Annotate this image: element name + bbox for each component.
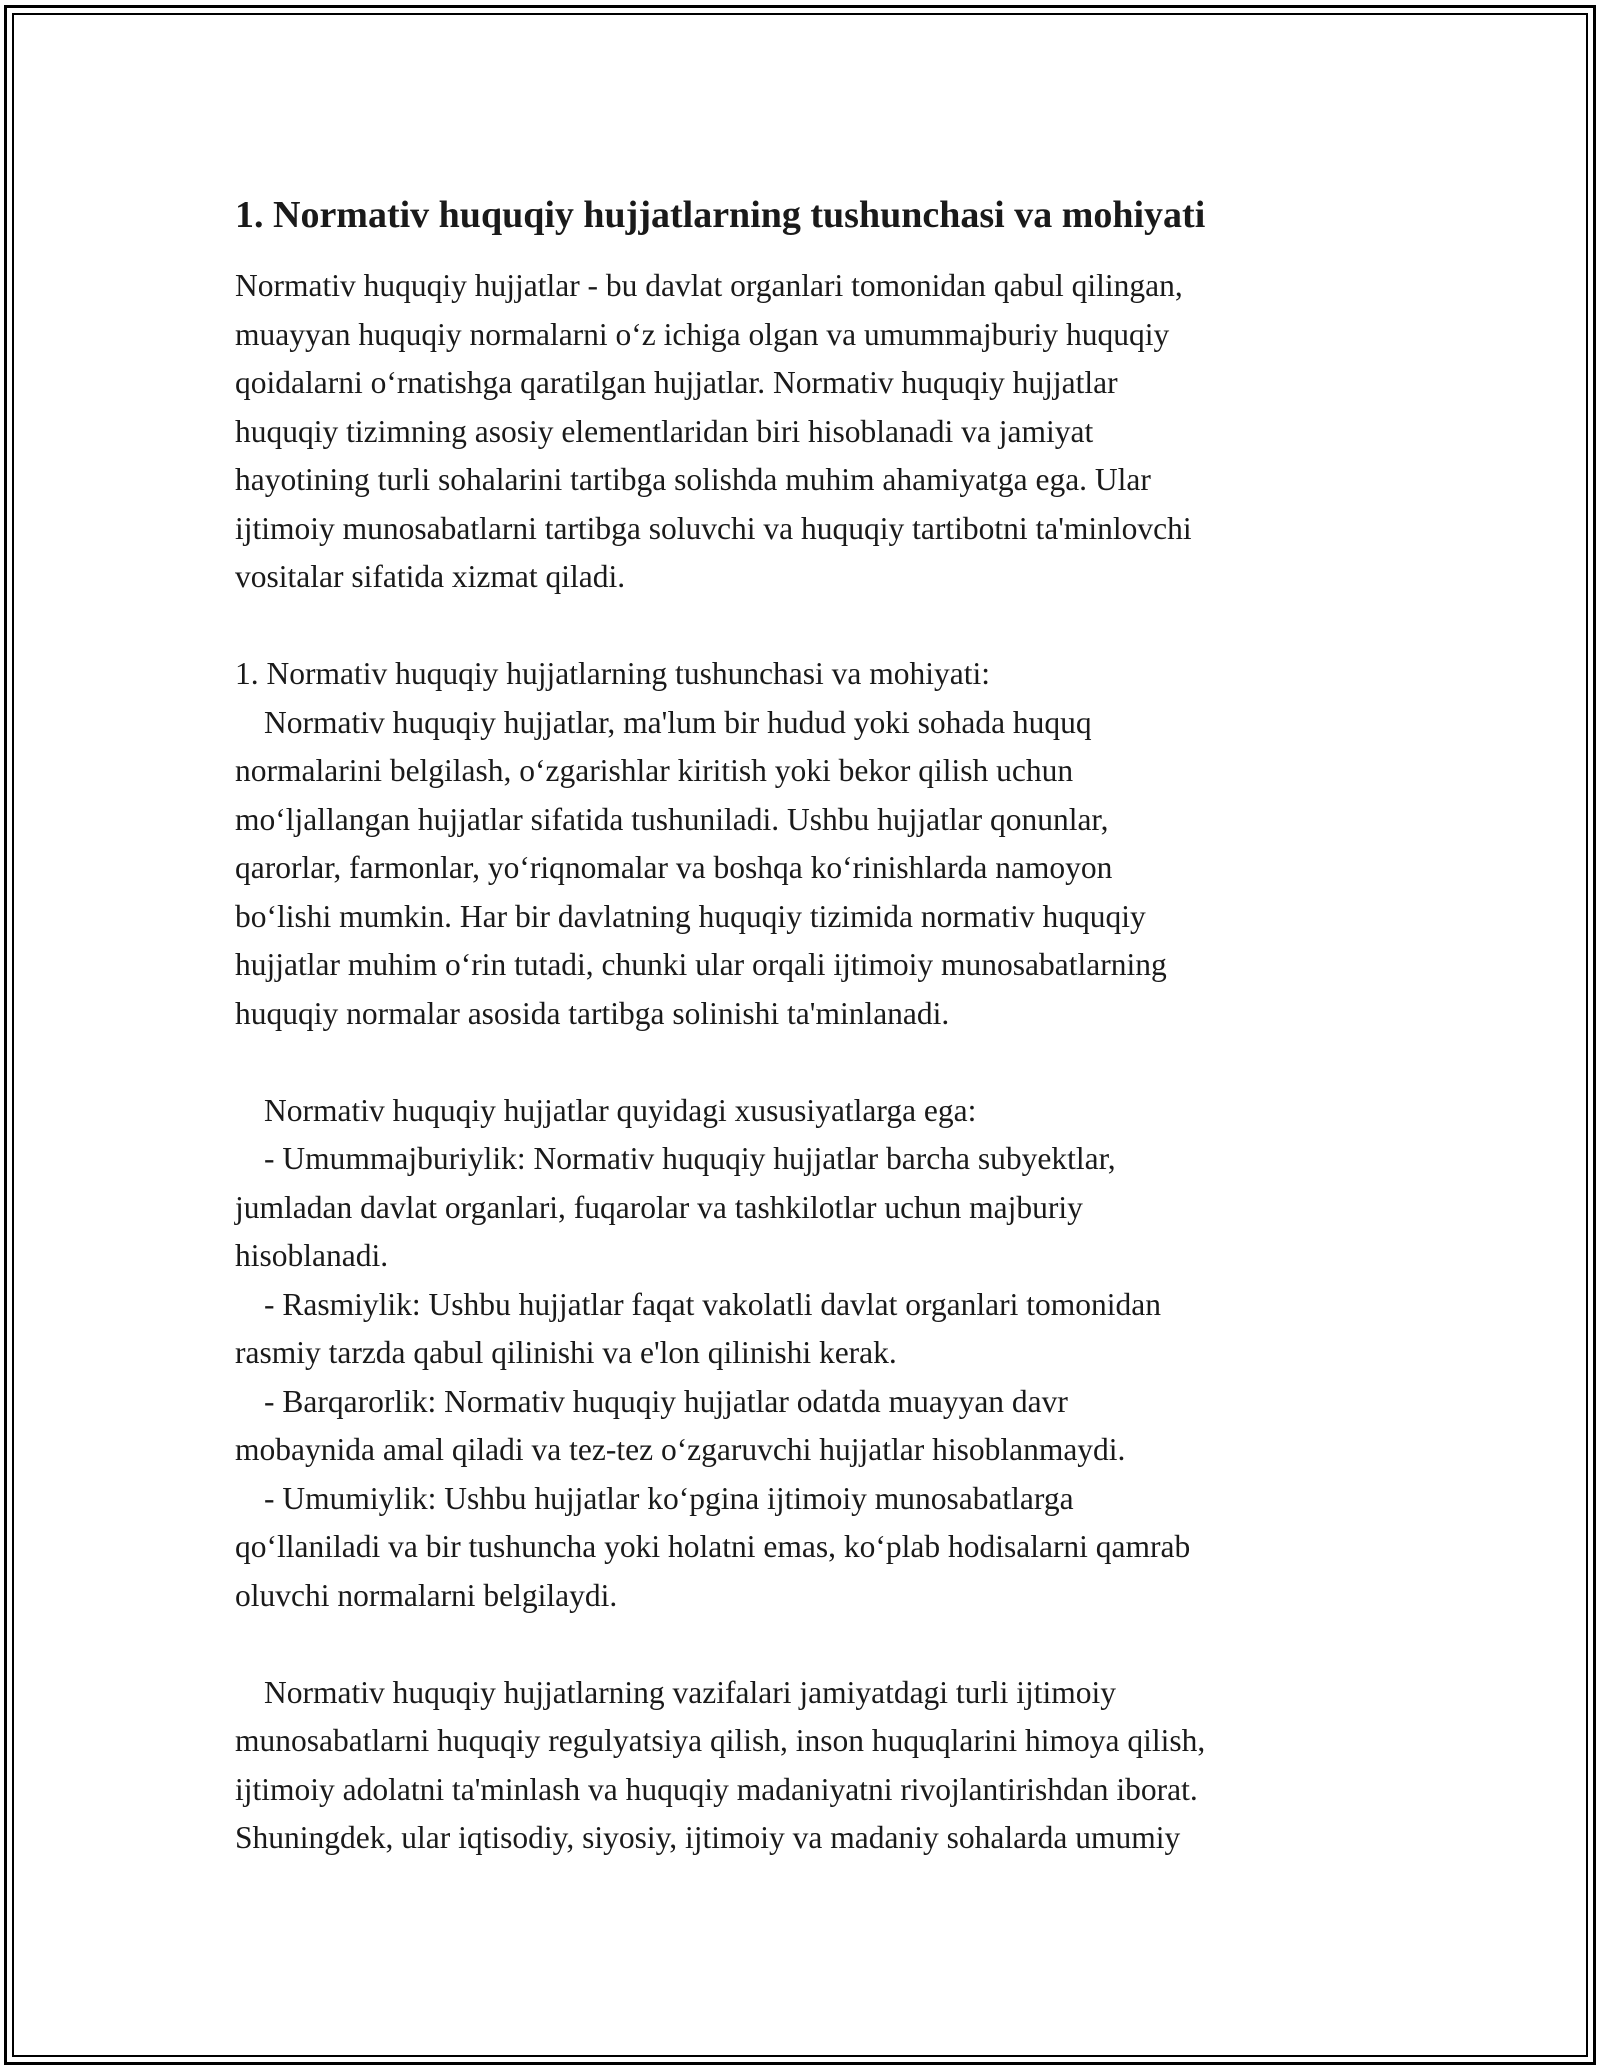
text-line: vositalar sifatida xizmat qiladi. xyxy=(235,559,626,594)
intro-paragraph xyxy=(235,262,1370,650)
text-line: qarorlar, farmonlar, yoʻriqnomalar va boshqa koʻrinishlarda namoyon xyxy=(235,850,1113,885)
text-line: Normativ huquqiy hujjatlarning vazifalari jamiyatdagi turli ijtimoiy xyxy=(264,1674,1117,1710)
blank-line xyxy=(235,1038,1370,1087)
features-paragraph xyxy=(235,1087,1370,1669)
functions-paragraph xyxy=(235,1669,1370,1863)
text-line: ijtimoiy adolatni ta'minlash va huquqiy madaniyatni rivojlantirishdan iborat. xyxy=(235,1771,1198,1807)
text-line: Normativ huquqiy hujjatlar - bu davlat organlari tomonidan qabul qilingan, xyxy=(235,268,1183,303)
text-line: huquqiy normalar asosida tartibga solinishi ta'minlanadi. xyxy=(235,995,950,1031)
text-line: hayotining turli sohalarini tartibga solishda muhim ahamiyatga ega. Ular xyxy=(235,462,1151,497)
text-line: mobaynida amal qiladi va tez-tez oʻzgaruvchi hujjatlar hisoblanmaydi. xyxy=(235,1432,1126,1467)
text-line: oluvchi normalarni belgilaydi. xyxy=(235,1577,618,1613)
section-heading-line: 1. Normativ huquqiy hujjatlarning tushunchasi va mohiyati: xyxy=(235,656,991,691)
text-line: Shuningdek, ular iqtisodiy, siyosiy, ijtimoiy va madaniy sohalarda umumiy xyxy=(235,1820,1181,1855)
blank-line xyxy=(235,1620,1370,1669)
text-line: hujjatlar muhim oʻrin tutadi, chunki ular orqali ijtimoiy munosabatlarning xyxy=(235,947,1167,982)
list-item-barqarorlik: - Barqarorlik: Normativ huquqiy hujjatlar odatda muayyan davr xyxy=(264,1383,1068,1419)
document-title: 1. Normativ huquqiy hujjatlarning tushunchasi va mohiyati xyxy=(235,194,1206,236)
text-line: qoidalarni oʻrnatishga qaratilgan hujjatlar. Normativ huquqiy hujjatlar xyxy=(235,365,1118,400)
text-line: huquqiy tizimning asosiy elementlaridan biri hisoblanadi va jamiyat xyxy=(235,413,1094,449)
concept-paragraph xyxy=(235,650,1370,1087)
text-line: munosabatlarni huquqiy regulyatsiya qilish, inson huquqlarini himoya qilish, xyxy=(235,1723,1206,1758)
list-item-umummajburiylik: - Umummajburiylik: Normativ huquqiy hujjatlar barcha subyektlar, xyxy=(264,1141,1116,1176)
text-line: moʻljallangan hujjatlar sifatida tushuniladi. Ushbu hujjatlar qonunlar, xyxy=(235,801,1109,837)
list-item-rasmiylik: - Rasmiylik: Ushbu hujjatlar faqat vakolatli davlat organlari tomonidan xyxy=(264,1286,1161,1322)
list-item-umumiylik: - Umumiylik: Ushbu hujjatlar koʻpgina ijtimoiy munosabatlarga xyxy=(264,1480,1074,1516)
text-line: muayyan huquqiy normalarni oʻz ichiga olgan va umummajburiy huquqiy xyxy=(235,316,1170,352)
text-line: ijtimoiy munosabatlarni tartibga soluvchi va huquqiy tartibotni ta'minlovchi xyxy=(235,510,1192,546)
document-body xyxy=(235,190,1370,1863)
blank-line xyxy=(235,602,1370,651)
features-intro-line: Normativ huquqiy hujjatlar quyidagi xususiyatlarga ega: xyxy=(264,1092,977,1128)
text-line: boʻlishi mumkin. Har bir davlatning huquqiy tizimida normativ huquqiy xyxy=(235,898,1146,934)
text-line: jumladan davlat organlari, fuqarolar va tashkilotlar uchun majburiy xyxy=(235,1189,1083,1225)
text-line: qoʻllaniladi va bir tushuncha yoki holatni emas, koʻplab hodisalarni qamrab xyxy=(235,1529,1191,1564)
text-line: hisoblanadi. xyxy=(235,1238,389,1273)
text-line: Normativ huquqiy hujjatlar, ma'lum bir hudud yoki sohada huquq xyxy=(264,704,1092,740)
text-line: rasmiy tarzda qabul qilinishi va e'lon qilinishi kerak. xyxy=(235,1335,897,1370)
text-line: normalarini belgilash, oʻzgarishlar kiritish yoki bekor qilish uchun xyxy=(235,753,1074,788)
